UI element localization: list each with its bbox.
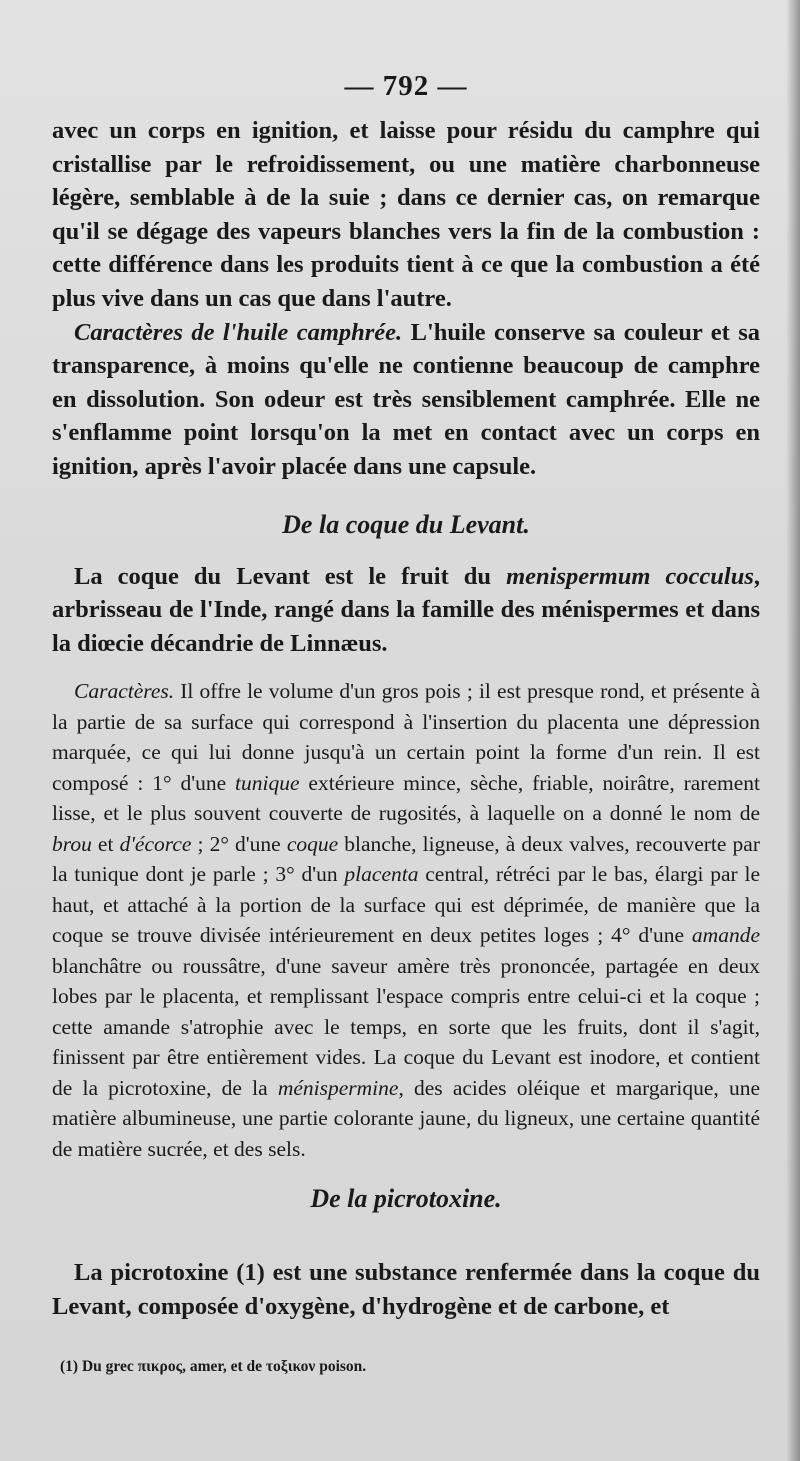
footnote: (1) Du grec πικρος, amer, et de τοξικον poison. bbox=[60, 1357, 367, 1375]
paragraph-label: Caractères de l'huile camphrée. bbox=[74, 318, 403, 346]
paragraph-text: central, rétréci par le bas, élargi par le haut, et attaché à la portion de la surface qui est déprimée, de manière que la coque se trouve divisée intérieurement en deux petites loges ; 4° d'une bbox=[52, 862, 760, 948]
paragraph-text: La coque du Levant est le fruit du bbox=[74, 562, 507, 590]
paragraph-caracteres bbox=[52, 676, 760, 1164]
paragraph-huile-camphree bbox=[52, 316, 760, 484]
paragraph-emphasis: ménispermine bbox=[277, 1075, 399, 1100]
paragraph-text: ; 2° d'une bbox=[191, 831, 287, 856]
paragraph-emphasis: menispermum cocculus bbox=[506, 562, 754, 590]
paragraph-text: , arbrisseau de l'Inde, rangé dans la famille des ménispermes et dans la diœcie décandrie de Linnæus. bbox=[52, 562, 761, 657]
section-heading-picrotoxine: De la picrotoxine. bbox=[310, 1184, 502, 1214]
paragraph-emphasis: tunique bbox=[235, 770, 300, 795]
paragraph-emphasis: d'écorce bbox=[119, 831, 192, 856]
paragraph-combustion: avec un corps en ignition, et laisse pour résidu du camphre qui cristallise par le refroidissement, ou une matière charbonneuse légère, semblable à de la suie ; dans ce dernier cas, on remarque qu'il se dégage des vapeurs blanches vers la fin de la combustion : cette différence dans les produits tient à ce que la combustion a été plus vive dans un cas que dans l'autre. bbox=[52, 117, 760, 312]
paragraph-emphasis: coque bbox=[286, 831, 339, 856]
paragraph-text: Il offre le volume d'un gros pois ; il est presque rond, et présente à la partie de sa surface qui correspond à l'insertion du placenta une dépression marquée, ce qui lui donne jusqu'à un certain point la forme d'un rein. Il est composé : 1° d'une bbox=[52, 679, 760, 795]
paragraph-text: extérieure mince, sèche, friable, noirâtre, rarement lisse, et le plus souvent couverte de rugosités, à laquelle on a donné le nom de bbox=[52, 770, 761, 826]
paragraph-emphasis: amande bbox=[691, 923, 760, 948]
section-heading-coque-du-levant: De la coque du Levant. bbox=[282, 509, 530, 539]
paragraph-text: blanchâtre ou roussâtre, d'une saveur amère très prononcée, partagée en deux lobes par le placenta, et remplissant l'espace compris entre celui-ci et la coque ; cette amande s'atrophie avec le temps, en sorte que les fruits, dont il s'agit, finissent par être entièrement vides. La coque du Levant est inodore, et contient de la picrotoxine, de la bbox=[52, 953, 760, 1100]
paragraph-coque-definition bbox=[52, 560, 760, 661]
paragraph-label: Caractères. bbox=[74, 679, 175, 704]
paragraph-picrotoxine: La picrotoxine (1) est une substance renfermée dans la coque du Levant, composée d'oxygène, d'hydrogène et de carbone, et bbox=[52, 1259, 760, 1320]
paragraph-text: , des acides oléique et margarique, une matière albumineuse, une partie colorante jaune, du ligneux, une certaine quantité de matière sucrée, et des sels. bbox=[52, 1075, 760, 1161]
paragraph-emphasis: placenta bbox=[344, 862, 419, 887]
paragraph-text: et bbox=[91, 831, 120, 856]
paragraph-text: blanche, ligneuse, à deux valves, recouverte par la tunique dont je parle ; 3° d'un bbox=[52, 831, 760, 887]
paragraph-emphasis: brou bbox=[52, 831, 92, 856]
paragraph-text: L'huile conserve sa couleur et sa transparence, à moins qu'elle ne contienne beaucoup de camphre en dissolution. Son odeur est très sensiblement camphrée. Elle ne s'enflamme point lorsqu'on la met en contact avec un corps en ignition, après l'avoir placée dans une capsule. bbox=[52, 318, 760, 480]
page-number: — 792 — bbox=[344, 70, 468, 102]
